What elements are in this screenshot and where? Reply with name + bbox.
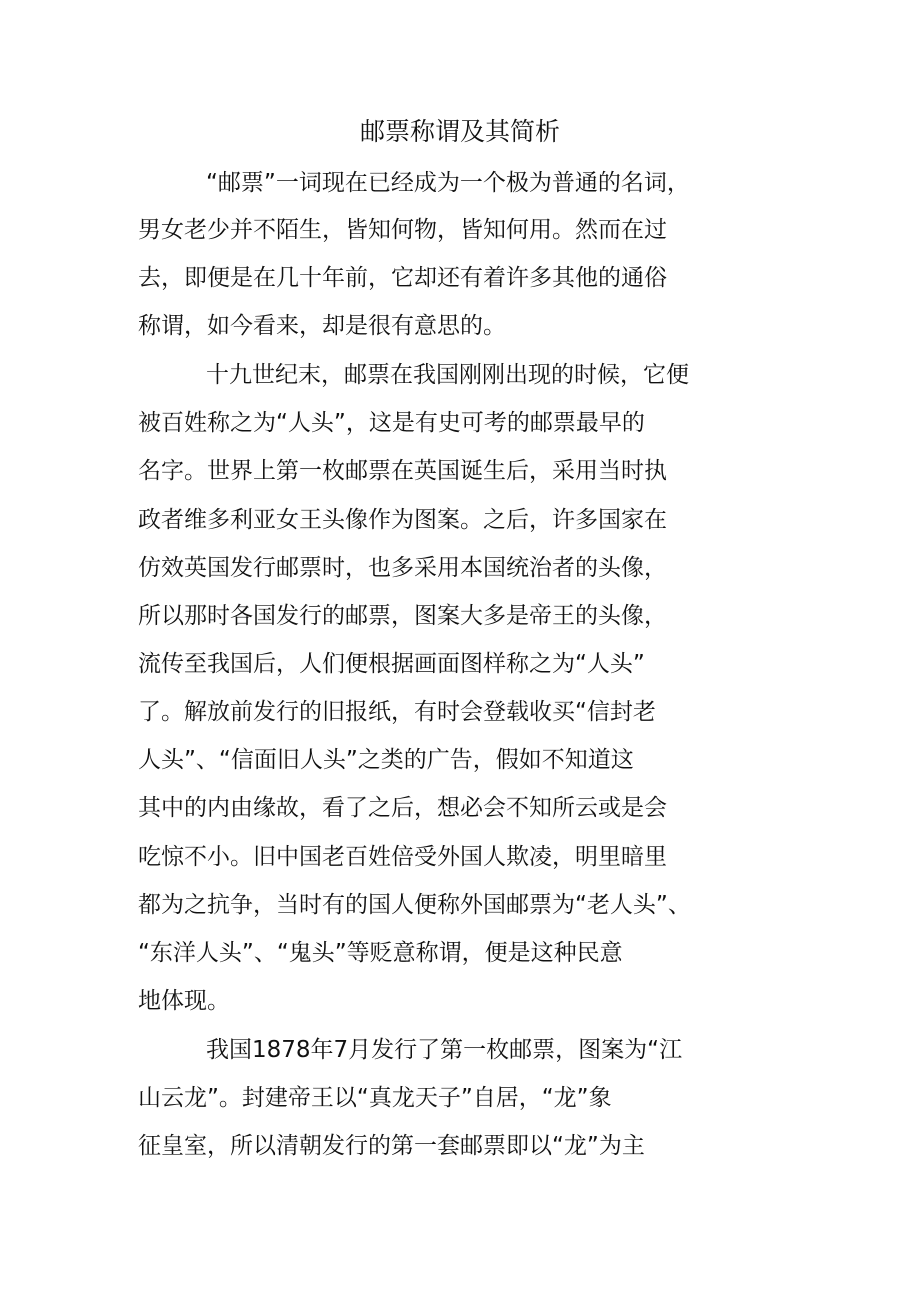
paragraph-2-line-11: 吃惊不小。旧中国老百姓倍受外国人欺凌，明里暗里 [138, 844, 667, 870]
paragraph-2-line-7: 流传至我国后，人们便根据画面图样称之为“人头” [138, 651, 645, 677]
paragraph-2-line-12: 都为之抗争，当时有的国人便称外国邮票为“老人头”、 [138, 892, 691, 918]
paragraph-2-line-13: “东洋人头”、“鬼头”等贬意称谓，便是这种民意 [138, 940, 623, 966]
paragraph-2-line-1: 十九世纪末，邮票在我国刚刚出现的时候，它便 [206, 362, 689, 388]
paragraph-3-line-1: 我国1878年7月发行了第一枚邮票，图案为“江 [206, 1037, 683, 1063]
paragraph-2-line-8: 了。解放前发行的旧报纸，有时会登载收买“信封老 [138, 699, 656, 725]
document-title: 邮票称谓及其简析 [359, 117, 560, 146]
paragraph-1-line-2: 男女老少并不陌生，皆知何物，皆知何用。然而在过 [138, 217, 667, 243]
paragraph-1-line-1: “邮票”一词现在已经成为一个极为普通的名词， [206, 170, 690, 196]
paragraph-2-line-9: 人头”、“信面旧人头”之类的广告，假如不知道这 [138, 747, 634, 773]
paragraph-2-line-3: 名字。世界上第一枚邮票在英国诞生后，采用当时执 [138, 458, 667, 484]
paragraph-2-line-14: 地体现。 [138, 988, 230, 1014]
paragraph-3-line-2: 山云龙”。封建帝王以“真龙天子”自居，“龙”象 [138, 1085, 612, 1111]
paragraph-2-line-5: 仿效英国发行邮票时，也多采用本国统治者的头像， [138, 555, 667, 581]
paragraph-2-line-4: 政者维多利亚女王头像作为图案。之后，许多国家在 [138, 507, 667, 533]
paragraph-2-line-10: 其中的内由缘故，看了之后，想必会不知所云或是会 [138, 795, 667, 821]
paragraph-2-line-6: 所以那时各国发行的邮票，图案大多是帝王的头像， [138, 603, 667, 629]
paragraph-2-line-2: 被百姓称之为“人头”，这是有史可考的邮票最早的 [138, 410, 645, 436]
paragraph-1-line-4: 称谓，如今看来，却是很有意思的。 [138, 313, 506, 339]
paragraph-1-line-3: 去，即便是在几十年前，它却还有着许多其他的通俗 [138, 265, 667, 291]
paragraph-3-line-3: 征皇室，所以清朝发行的第一套邮票即以“龙”为主 [138, 1133, 645, 1159]
